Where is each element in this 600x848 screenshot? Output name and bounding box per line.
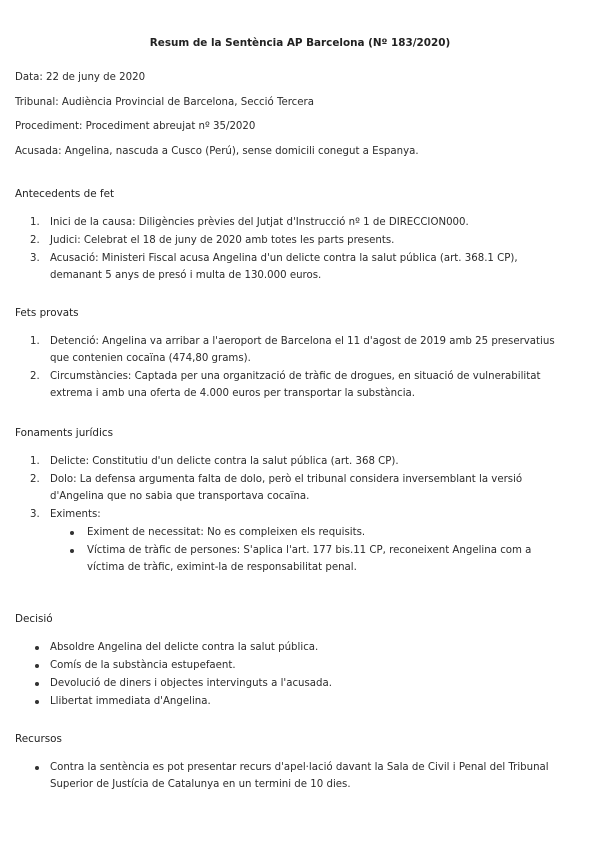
fets-list (0, 333, 570, 403)
list-item: 2. Circumstàncies: Captada per una organització de tràfic de drogues, en situació de vulnerabilitat extrema i amb una oferta de 4.000 euros per transportar la substància. (30, 371, 541, 399)
list-item: Eximent de necessitat: No es compleixen els requisits. (50, 524, 570, 541)
meta-procediment: Procediment: Procediment abreujat nº 35/2020 (15, 121, 256, 132)
fonaments-list (0, 453, 570, 577)
list-item: Contra la sentència es pot presentar recurs d'apel·lació davant la Sala de Civil i Penal del Tribunal Superior de Justícia de Catalunya en un termini de 10 dies. (0, 759, 570, 793)
meta-tribunal: Tribunal: Audiència Provincial de Barcelona, Secció Tercera (15, 97, 314, 108)
meta-date: Data: 22 de juny de 2020 (15, 72, 146, 83)
list-item: Absoldre Angelina del delicte contra la salut pública. (0, 639, 570, 656)
list-item: 1. Delicte: Constitutiu d'un delicte contra la salut pública (art. 368 CP). (30, 456, 399, 467)
meta-acusada: Acusada: Angelina, nascuda a Cusco (Perú), sense domicili conegut a Espanya. (15, 146, 419, 157)
section-heading-antecedents: Antecedents de fet (15, 188, 115, 200)
list-item: 2. Dolo: La defensa argumenta falta de dolo, però el tribunal considera inversemblant la versió d'Angelina que no sabia que transportava cocaïna. (30, 474, 523, 502)
section-heading-recursos: Recursos (15, 733, 62, 745)
antecedents-list (0, 214, 570, 285)
list-item: 2. Judici: Celebrat el 18 de juny de 2020 amb totes les parts presents. (30, 235, 395, 246)
decisio-list (0, 639, 570, 711)
list-item: Llibertat immediata d'Angelina. (0, 693, 570, 710)
section-heading-fets: Fets provats (15, 307, 79, 319)
list-item: Devolució de diners i objectes intervinguts a l'acusada. (0, 675, 570, 692)
list-item: 1. Inici de la causa: Diligències prèvies del Jutjat d'Instrucció nº 1 de DIRECCION000. (30, 217, 469, 228)
bullet-icon (70, 531, 74, 535)
section-heading-fonaments: Fonaments jurídics (15, 427, 114, 439)
bullet-icon (35, 700, 39, 704)
bullet-icon (35, 646, 39, 650)
bullet-icon (35, 682, 39, 686)
bullet-icon (35, 664, 39, 668)
list-item: Víctima de tràfic de persones: S'aplica l'art. 177 bis.11 CP, reconeixent Angelina com a víctima de tràfic, eximint-la de responsabilitat penal. (50, 542, 570, 576)
list-item: 3. Acusació: Ministeri Fiscal acusa Angelina d'un delicte contra la salut pública (art. 368.1 CP), demanant 5 anys de presó i multa de 130.000 euros. (30, 253, 518, 281)
list-item: 3. Eximents: Eximent de necessitat: No es compleixen els requisits. Víctima de tràfic de persones: S'aplica l'art. 177 bis.11 CP, reconeixent Angelina com a víctima de tràfic, eximint-la de responsabilitat penal. (0, 506, 570, 576)
document-title: Resum de la Sentència AP Barcelona (Nº 183/2020) (149, 37, 451, 49)
list-item: 1. Detenció: Angelina va arribar a l'aeroport de Barcelona el 11 d'agost de 2019 amb 25 preservatius que contenien cocaïna (474,80 grams). (30, 336, 555, 364)
bullet-icon (35, 766, 39, 770)
list-item: Comís de la substància estupefaent. (0, 657, 570, 674)
recursos-list (0, 759, 570, 794)
eximents-sublist (50, 524, 570, 576)
bullet-icon (70, 549, 74, 553)
section-heading-decisio: Decisió (15, 613, 53, 625)
